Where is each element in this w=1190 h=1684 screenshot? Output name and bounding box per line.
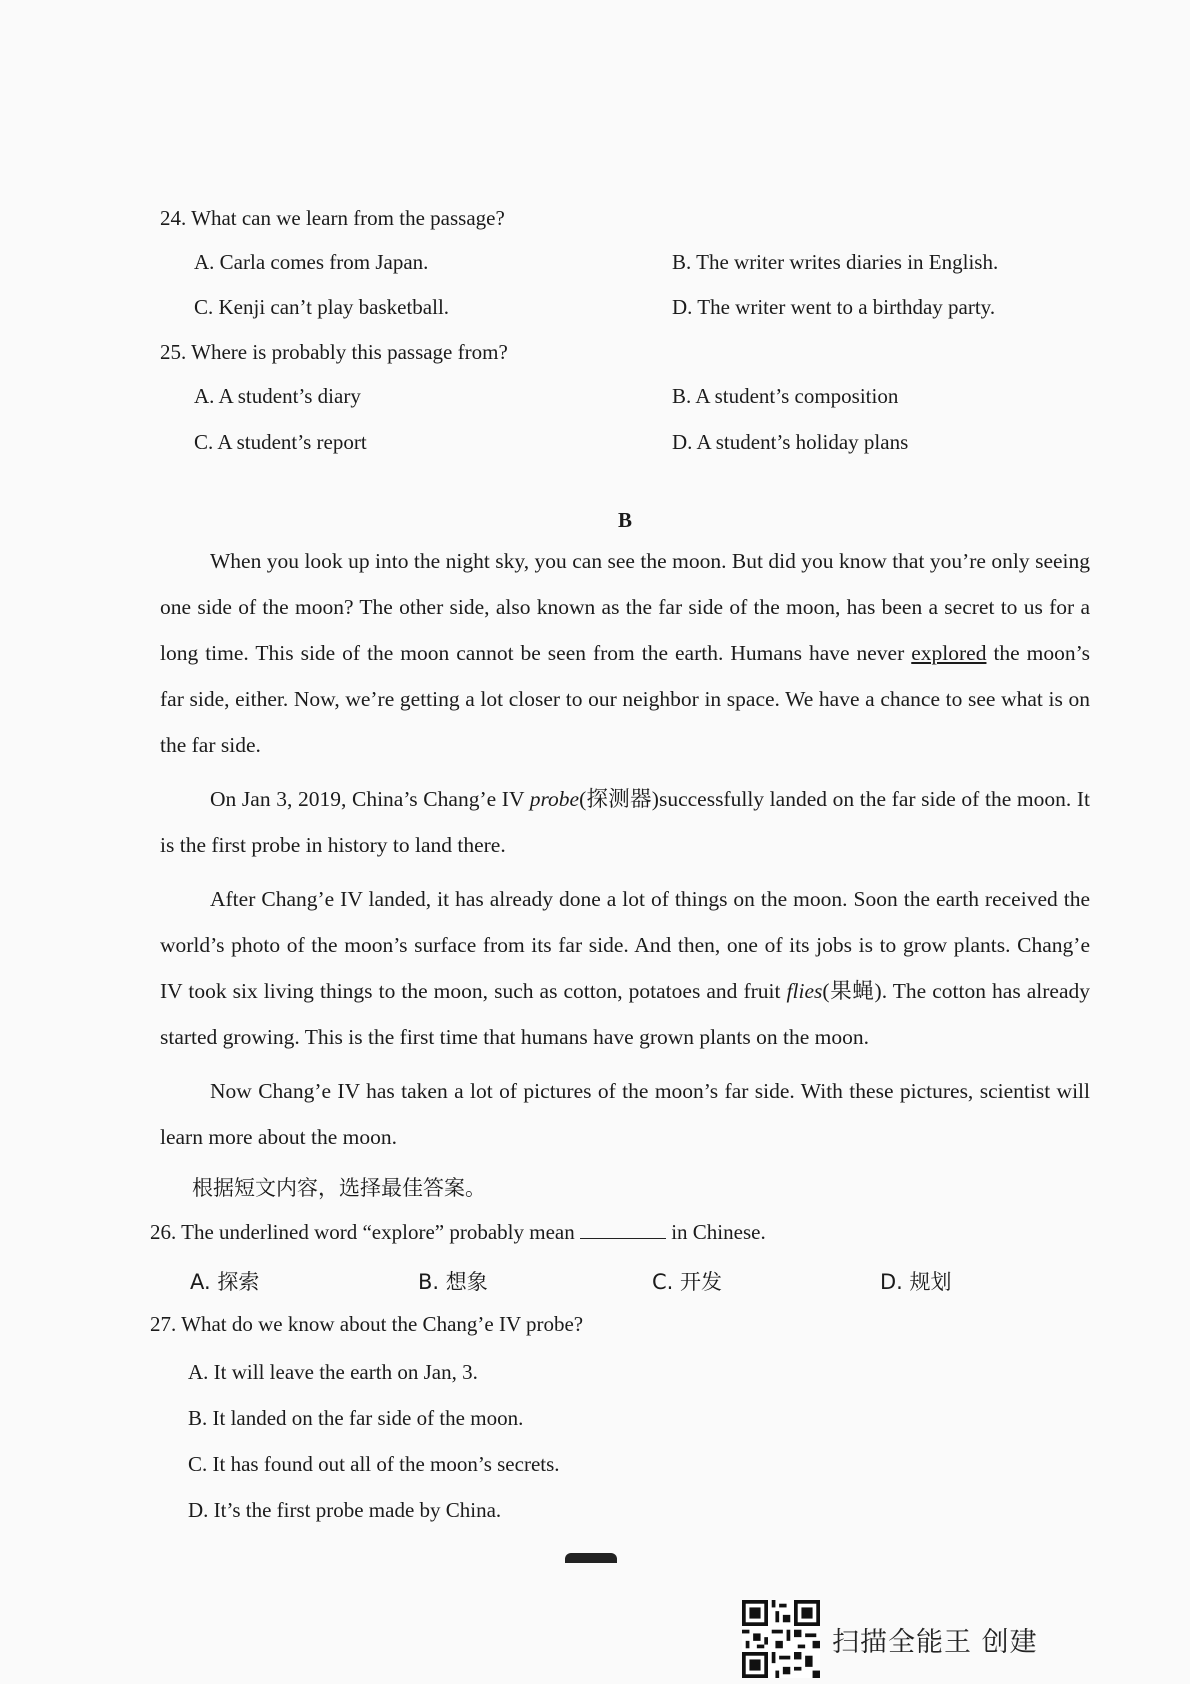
question-26-option-b: B. 想象 [418, 1270, 488, 1294]
question-24-option-b: B. The writer writes diaries in English. [672, 250, 999, 274]
question-25-option-c: C. A student’s report [194, 430, 367, 454]
underlined-word: explored [911, 641, 987, 665]
scanner-text: 扫描全能王 创建 [832, 1626, 1038, 1658]
question-27-option-b: B. It landed on the far side of the moon. [188, 1406, 524, 1430]
question-26-stem-text: 26. The underlined word “explore” probably mean [150, 1220, 575, 1244]
passage-paragraph-1 [160, 538, 1090, 768]
passage-paragraph-2 [160, 776, 1090, 868]
passage-text: (果蝇). The cotton has already started growing. This is the first time that humans have grown plants on the moon. [160, 979, 1090, 1049]
question-25-option-d: D. A student’s holiday plans [672, 430, 909, 454]
question-25-stem: 25. Where is probably this passage from? [160, 340, 508, 364]
page-number-mark [565, 1553, 617, 1563]
question-26-option-a: A. 探索 [190, 1270, 260, 1294]
question-26-stem [150, 1220, 766, 1245]
scanner-watermark [742, 1600, 1038, 1678]
question-26-option-c: C. 开发 [652, 1270, 723, 1294]
passage-text: When you look up into the night sky, you can see the moon. But did you know that you’re only seeing one side of the moon? The other side, also known as the far side of the moon, has been a secret to us for a long time. This side of the moon cannot be seen from the earth. Humans have never [160, 549, 1090, 665]
question-24-option-a: A. Carla comes from Japan. [194, 250, 429, 274]
qr-code-icon [742, 1600, 820, 1678]
reading-passage [160, 538, 1090, 1160]
question-27-option-d: D. It’s the first probe made by China. [188, 1498, 502, 1522]
passage-paragraph-4: Now Chang’e IV has taken a lot of pictures of the moon’s far side. With these pictures, scientist will learn more about the moon. [160, 1079, 1090, 1149]
instruction-text: 根据短文内容，选择最佳答案。 [192, 1176, 486, 1200]
italic-word: flies [786, 979, 823, 1003]
question-27-stem: 27. What do we know about the Chang’e IV probe? [150, 1312, 584, 1336]
passage-text: On Jan 3, 2019, China’s Chang’e IV [210, 787, 530, 811]
question-24-stem: 24. What can we learn from the passage? [160, 206, 505, 230]
question-27-option-c: C. It has found out all of the moon’s secrets. [188, 1452, 560, 1476]
section-label: B [618, 508, 633, 532]
italic-word: probe [529, 787, 580, 811]
answer-blank [580, 1220, 666, 1239]
passage-text: the moon’s far side, either. Now, we’re getting a lot closer to our neighbor in space. We have a chance to see what is on the far side. [160, 641, 1090, 757]
question-26-option-d: D. 规划 [880, 1270, 952, 1294]
question-24-option-c: C. Kenji can’t play basketball. [194, 295, 450, 319]
question-26-stem-text: in Chinese. [671, 1220, 766, 1244]
passage-text: (探测器)successfully landed on the far side of the moon. It is the first probe in history to land there. [160, 787, 1090, 857]
passage-text: After Chang’e IV landed, it has already done a lot of things on the moon. Soon the earth received the world’s photo of the moon’s surface from its far side. And then, one of its jobs is to grow plants. Chang’e IV took six living things to the moon, such as cotton, potatoes and fruit [160, 887, 1090, 1003]
question-25-option-b: B. A student’s composition [672, 384, 899, 408]
question-25-option-a: A. A student’s diary [194, 384, 361, 408]
question-27-option-a: A. It will leave the earth on Jan, 3. [188, 1360, 478, 1384]
question-24-option-d: D. The writer went to a birthday party. [672, 295, 996, 319]
passage-paragraph-3 [160, 876, 1090, 1060]
